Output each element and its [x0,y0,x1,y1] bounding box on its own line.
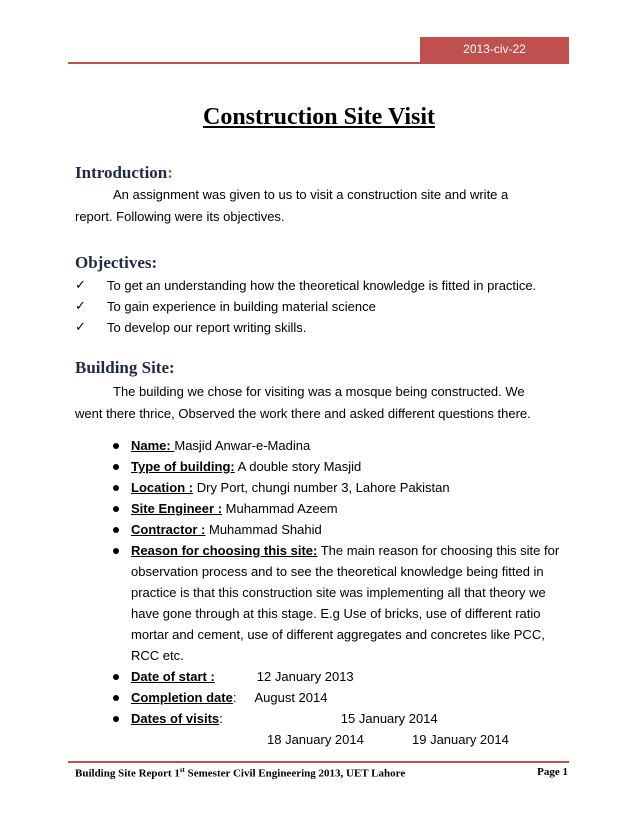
detail-item-reason [113,540,568,666]
objectives-heading: Objectives: [75,253,158,272]
footer-rule [68,761,569,763]
detail-value: Muhammad Shahid [205,522,322,537]
header-rule [68,62,569,64]
detail-label: Dates of visits [131,711,220,726]
introduction-heading [75,163,173,183]
detail-label: Completion date [131,690,233,705]
detail-item-dates-of-visits [113,708,568,729]
checkmark-icon: ✓ [75,299,86,314]
objective-item [75,275,536,296]
detail-label: Contractor : [131,522,206,537]
detail-value: Masjid Anwar-e-Madina [174,438,311,453]
detail-item-site-engineer [113,498,568,519]
detail-value: 12 January 2013 [256,669,354,684]
detail-item-location [113,477,568,498]
detail-label: Date of start : [131,669,215,684]
detail-value: Dry Port, chungi number 3, Lahore Pakistan [193,480,450,495]
footer-superscript: st [179,766,185,774]
introduction-line-2: report. Following were its objectives. [75,209,285,224]
visit-date-3: 19 January 2014 [412,732,509,747]
bullet-icon [113,527,119,533]
bullet-icon [113,695,119,701]
introduction-paragraph [75,184,575,228]
introduction-heading-text: Introduction [75,163,168,182]
building-site-line-2: went there thrice, Observed the work there and asked different questions there. [75,406,531,421]
bullet-icon [113,506,119,512]
detail-item-type [113,456,568,477]
detail-colon: : [219,711,223,726]
bullet-icon [113,485,119,491]
objective-text: To get an understanding how the theoretical knowledge is fitted in practice. [107,278,537,293]
footer-left-post: Semester Civil Engineering 2013, UET Lahore [184,767,406,780]
bullet-icon [113,548,119,554]
detail-value: Muhammad Azeem [222,501,338,516]
document-title: Construction Site Visit [202,104,435,130]
detail-label: Type of building: [131,459,235,474]
page-number: Page 1 [537,766,568,778]
detail-item-completion-date [113,687,568,708]
site-details-list [113,435,568,729]
footer-left-pre: Building Site Report 1 [75,767,180,780]
objective-item [75,317,536,338]
building-site-paragraph [75,381,575,425]
bullet-icon [113,464,119,470]
checkmark-icon: ✓ [75,320,86,335]
bullet-icon [113,716,119,722]
detail-label: Reason for choosing this site: [131,543,318,558]
objective-item [75,296,536,317]
building-site-heading: Building Site: [75,358,175,377]
visit-date-2: 18 January 2014 [267,732,364,747]
detail-item-name [113,435,568,456]
introduction-line-1: An assignment was given to us to visit a construction site and write a [113,187,509,202]
detail-item-contractor [113,519,568,540]
objective-text: To develop our report writing skills. [107,320,307,335]
detail-label: Name: [131,438,175,453]
objectives-list [75,275,536,338]
detail-label: Site Engineer : [131,501,223,516]
detail-label: Location : [131,480,194,495]
introduction-heading-colon: : [167,163,173,182]
detail-item-date-of-start [113,666,568,687]
bullet-icon [113,674,119,680]
detail-colon: : [232,690,237,705]
detail-value: A double story Masjid [234,459,362,474]
detail-value: The main reason for choosing this site for observation process and to see the theoretical knowledge being fitted in practice is that this construction site was implementing all that theory we have gone through at this stage. E.g Use of bricks, use of different ratio mortar and cement, use of different aggregates and concretes like PCC, RCC etc. [131,543,560,663]
detail-value: 15 January 2014 [340,711,438,726]
objective-text: To gain experience in building material science [107,299,376,314]
header-tag: 2013-civ-22 [420,37,569,62]
checkmark-icon: ✓ [75,278,86,293]
page-footer [75,766,568,780]
building-site-line-1: The building we chose for visiting was a mosque being constructed. We [113,384,525,399]
detail-value: August 2014 [254,690,328,705]
bullet-icon [113,443,119,449]
